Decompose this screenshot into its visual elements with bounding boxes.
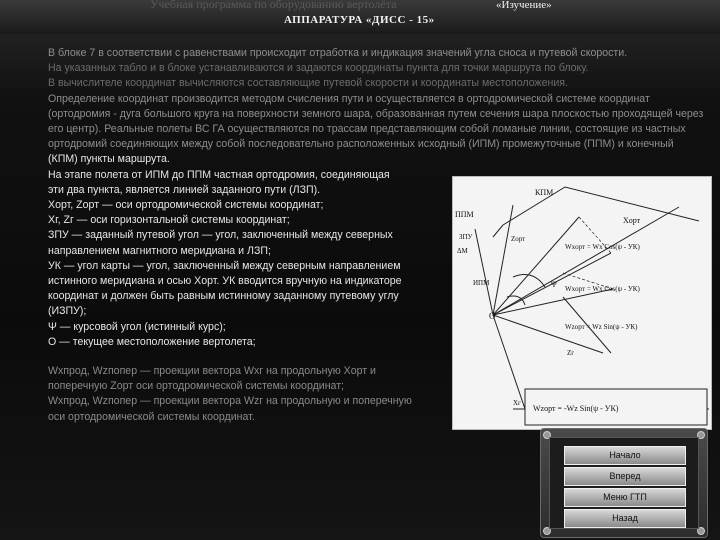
menu-button[interactable]: Меню ГТП <box>564 488 686 507</box>
label-zpu: ЗПУ <box>459 233 473 241</box>
formula-1: Wxорт = Wx Cos(ψ - УК) <box>565 243 640 251</box>
list-item: эти два пункта, является линией заданного пути (ЛЗП). <box>48 183 321 196</box>
back-button[interactable]: Назад <box>564 509 686 528</box>
list-item: О — текущее местоположение вертолета; <box>48 335 256 348</box>
header-ghost-text: Учебная программа по оборудованию вертолёта <box>150 0 397 11</box>
label-xg: Xг <box>513 399 521 407</box>
list-item: истинного меридиана и осью Xорт. УК вводится вручную на индикаторе <box>48 275 402 288</box>
definitions-list <box>48 152 448 350</box>
label-ipm: ИПМ <box>473 279 490 287</box>
forward-button[interactable]: Вперед <box>564 467 686 486</box>
north-line <box>493 205 513 315</box>
bottom-line: Wxпрод, Wzпопер — проекции вектора Wxг на продольную Xорт и <box>48 365 376 378</box>
navigation-panel <box>540 428 708 538</box>
list-item: УК — угол карты — угол, заключенный между северным направлением <box>48 259 401 272</box>
paragraph-2: На указанных табло и в блоке устанавливаются и задаются координаты пункта для точки маршрута по блоку. <box>48 62 589 75</box>
label-ppm: ППМ <box>455 210 474 219</box>
bottom-line: оси ортодромической системы координат. <box>48 410 255 423</box>
list-item: Xг, Zг — оси горизонтальной системы координат; <box>48 214 290 227</box>
label-xort: Xорт <box>623 216 641 225</box>
label-zort: Zорт <box>511 235 526 243</box>
zg-axis <box>493 315 603 353</box>
route-line <box>503 187 699 225</box>
list-item: Xорт, Zорт — оси ортодромической системы координат; <box>48 199 324 212</box>
formula-2: Wxорт = Wx Cos(ψ - УК) <box>565 285 640 293</box>
label-psi: Ψ <box>551 280 557 289</box>
paragraph-1: В блоке 7 в соответствии с равенствами происходит отработка и индикация значений угла сноса и путевой скорости. <box>48 47 628 59</box>
diagram-svg <box>453 177 711 429</box>
route-segment <box>493 225 503 237</box>
bottom-definitions <box>48 364 448 425</box>
page-title: АППАРАТУРА «ДИСС - 15» <box>284 14 435 26</box>
paragraph-3: В вычислителе координат вычисляются составляющие путевой скорости и координаты местоположения. <box>48 77 568 90</box>
mode-label: «Изучение» <box>496 0 552 11</box>
magnetic-line <box>475 229 493 315</box>
list-item: направлением магнитного меридиана и ЛЗП; <box>48 244 271 257</box>
label-zg: Zг <box>567 349 575 357</box>
angle-arc <box>513 275 545 287</box>
list-item: На этапе полета от ИПМ до ППМ частная ортодромия, соединяющая <box>48 168 390 181</box>
list-item: ЗПУ — заданный путевой угол — угол, заключенный между северных <box>48 229 393 242</box>
list-item: (КПМ) пункты маршрута. <box>48 153 170 166</box>
label-kpm: КПМ <box>535 188 554 197</box>
nav-button-frame <box>549 437 699 529</box>
angle-arc <box>507 296 525 305</box>
coordinate-diagram <box>452 176 712 430</box>
bottom-line: поперечную Zорт оси ортодромической системы координат; <box>48 380 344 393</box>
paragraph-4: Определение координат производится методом счисления пути и осуществляется в ортодромической системе координат (ортодромия - дуга большого круга на поверхности земного шара, образованная путем сечения шара плоскостью проходящей через его центр). Реальные полеты ВС ГА осуществляются по трассам представляющим собой ломаные линии, состоящие из частных ортодромий соединяющих между собой последовательно расположенных исходный (ИПМ) промежуточные (ППМ) и конечный <box>48 92 704 151</box>
zort-axis <box>493 315 525 409</box>
formula-4: Wzорт = -Wz Sin(ψ - УК) <box>533 404 619 413</box>
label-o: O <box>489 311 496 321</box>
home-button[interactable]: Начало <box>564 446 686 465</box>
list-item: (ИЗПУ); <box>48 305 87 318</box>
formula-3: Wzорт = Wz Sin(ψ - УК) <box>565 323 638 331</box>
list-item: Ψ — курсовой угол (истинный курс); <box>48 320 226 333</box>
bottom-line: Wxпрод, Wzпопер — проекции вектора Wzг на продольную и поперечную <box>48 395 412 408</box>
label-dm: ΔМ <box>457 247 468 255</box>
list-item: координат и должен быть равным истинному заданному путевому углу <box>48 290 399 303</box>
